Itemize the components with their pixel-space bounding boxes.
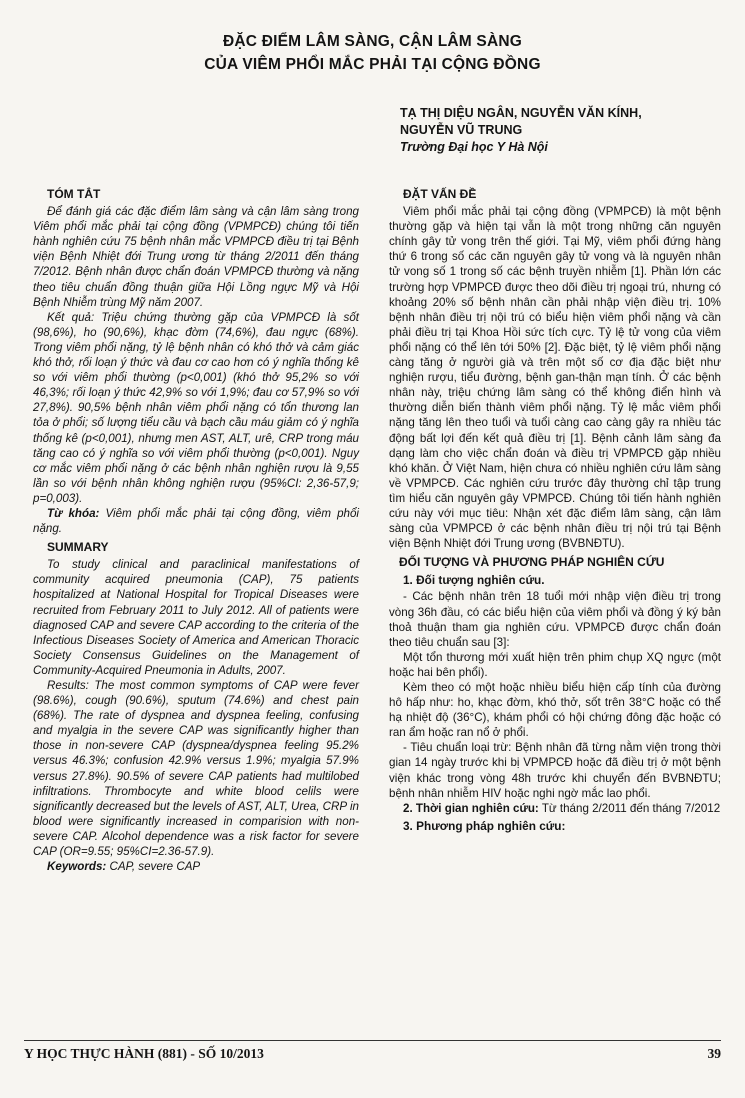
abstract-heading: TÓM TẮT <box>47 187 101 201</box>
authors-line-2: NGUYỄN VŨ TRUNG <box>400 123 523 137</box>
methods-subheading-2 <box>389 801 721 816</box>
page-footer <box>24 1040 721 1062</box>
methods-heading: ĐỐI TƯỢNG VÀ PHƯƠNG PHÁP NGHIÊN CỨU <box>399 555 665 570</box>
methods-paragraph-3: Kèm theo có một hoặc nhiều biểu hiện cấp tính của đường hô hấp như: ho, khạc đờm, khó thở, sốt trên 38°C hoặc có thể hạ nhiệt độ (36°C), khám phổi có hội chứng đông đặc hoặc có ran ẩm hoặc ran nổ ở phổi. <box>389 681 721 740</box>
page-number: 39 <box>707 1046 721 1061</box>
summary-paragraph-1: To study clinical and paraclinical manifestations of community acquired pneumonia (CAP), 75 patients hospitalized at National Hospital for Tropical Diseases were recruited from February 2011 to July 2012. All of patients were diagnosed CAP and severe CAP according to the criteria of the Infectious Diseases Society of America and American Thoracic Society Consensus Guidelines on the Management of Community-Acquired Pneumonia in Adults, 2007. <box>33 558 359 677</box>
abstract-paragraph-2: Kết quả: Triệu chứng thường gặp của VPMPCĐ là sốt (98,6%), ho (90,6%), khạc đờm (74,6%), đau ngực (68%). Trong viêm phổi nặng, tỷ lệ bệnh nhân có khó thở và cảm giác khó thở, rối loạn ý thức và đau cơ cao hơn có ý nghĩa thống kê so với viêm phổi thường (p<0,001) (khó thở 95,2% so với 46,3%; rối loạn ý thức 42,9% so với 1,9%; đau cơ 57,9% so với 27,8%). 90,5% bệnh nhân viêm phổi nặng có tổn thương lan tỏa ở phổi; số lượng tiểu cầu và bạch cầu máu giảm có ý nghĩa thống kê (p<0,001), nhưng men AST, ALT, urê, CRP trong máu tăng cao có ý nghĩa so với viêm phổi thường (p<0,001). Nguy cơ mắc viêm phổi nặng ở các bệnh nhân nghiện rượu là 9,55 lần so với bệnh nhân không nghiện rượu (95%CI: 2,36-57,9; p=0,003). <box>33 310 359 505</box>
methods-subheading-2-text: Từ tháng 2/2011 đến tháng 7/2012 <box>541 801 721 815</box>
author-block <box>400 105 720 156</box>
paper-title <box>0 30 745 76</box>
keywords-en-text: CAP, severe CAP <box>109 860 201 874</box>
summary-paragraph-2: Results: The most common symptoms of CAP were fever (98.6%), cough (90.6%), sputum (74.6%) and chest pain (68%). The rate of dyspnea and dyspnea feeling, confusing and myalgia in the severe CAP was significantly higher than those in non-severe CAP (dyspnea/dyspnea feeling 95.2% versus 46.3%; confusion 42.9% versus 1.9%; myalgia 57.9% versus 27.8%). 90.5% of severe CAP patients had multilobed infiltrations. Thrombocyte and white blood celils were significantly decreased but the levels of AST, ALT, Urea, CRP in blood were significantly increased in comparision with non-severe CAP. Alcohol dependence was a risk factor for severe CAP (OR=9.55; 95%CI=2.36-57.9). <box>33 679 359 859</box>
summary-heading: SUMMARY <box>47 540 109 555</box>
title-line-2: CỦA VIÊM PHỔI MẮC PHẢI TẠI CỘNG ĐỒNG <box>204 56 541 73</box>
right-column <box>389 183 721 835</box>
keywords-vi-text: Viêm phổi mắc phải tại cộng đồng, viêm phổi nặng. <box>33 506 359 536</box>
abstract-paragraph-1: Để đánh giá các đặc điểm lâm sàng và cận lâm sàng trong Viêm phổi mắc phải tại cộng đồng (VPMPCĐ) chúng tôi tiến hành nghiên cứu 75 bệnh nhân mắc VPMPCĐ điều trị tại Bệnh viện Bệnh Nhiệt đới Trung ương từ tháng 2/2011 đến tháng 7/2012. Bệnh nhân được chẩn đoán VPMPCĐ thường và nặng theo tiêu chuẩn đồng thuận giữa Hội Lồng ngực Mỹ và Hội Bệnh Nhiễm trùng Mỹ năm 2007. <box>33 205 359 309</box>
keywords-en <box>33 859 359 874</box>
methods-paragraph-1: - Các bệnh nhân trên 18 tuổi mới nhập viện điều trị trong vòng 36h đầu, có các biểu hiện của viêm phổi và đồng ý ký bản thoả thuận tham gia nghiên cứu. VPMPCĐ được chẩn đoán theo tiêu chuẩn sau [3]: <box>389 590 721 649</box>
methods-paragraph-4: - Tiêu chuẩn loại trừ: Bệnh nhân đã từng nằm viện trong thời gian 14 ngày trước khi bị VPMPCĐ hoặc đã điều trị ở một bệnh viện khác trong vòng 48h trước khi chuyển đến BVBNĐTU; bệnh nhân nhiễm HIV hoặc nghi ngờ mắc lao phổi. <box>389 741 721 800</box>
methods-subheading-1: 1. Đối tượng nghiên cứu. <box>403 573 545 588</box>
keywords-vi <box>33 506 359 536</box>
title-line-1: ĐẶC ĐIỂM LÂM SÀNG, CẬN LÂM SÀNG <box>223 33 522 50</box>
journal-name: Y HỌC THỰC HÀNH (881) - SỐ 10/2013 <box>24 1046 264 1061</box>
keywords-en-label: Keywords: <box>47 860 107 874</box>
authors-line-1: TẠ THỊ DIỆU NGÂN, NGUYỄN VĂN KÍNH, <box>400 106 642 120</box>
keywords-vi-label: Từ khóa: <box>47 506 100 520</box>
institution: Trường Đại học Y Hà Nội <box>400 140 548 154</box>
intro-heading: ĐẶT VẤN ĐỀ <box>403 187 477 201</box>
methods-paragraph-2: Một tổn thương mới xuất hiện trên phim chụp XQ ngực (một hoặc hai bên phổi). <box>389 650 721 679</box>
left-column <box>33 183 359 874</box>
intro-paragraph: Viêm phổi mắc phải tại cộng đồng (VPMPCĐ) là một bệnh thường gặp và hiện tại vẫn là một trong những căn nguyên chính gây tử vong trên thế giới. Tại Mỹ, viêm phổi đứng hàng thứ 6 trong số các căn nguyên gây tử vong và là nguyên nhân tử vong số 1 trong số các bệnh truyền nhiễm [1]. Phần lớn các trường hợp VPMPCĐ được theo dõi điều trị ngoại trú, nhưng có khoảng 20% số bệnh nhân cần phải nhập viện điều trị. 10% bệnh nhân điều trị nội trú có biểu hiện viêm phổi nặng và cần phải điều trị tại Khoa Hồi sức tích cực. Tỷ lệ tử vong của viêm phổi nặng có thể lên tới 50% [2]. Đặc biệt, tỷ lệ viêm phổi nặng càng tăng ở người già và trên một số cơ địa đặc biệt như nghiện rượu, tiểu đường, bệnh gan-thận mạn tính. Ở các bệnh nhân này, triệu chứng lâm sàng có thể không điển hình và thường diễn biến thành viêm phổi nặng. Tỷ lệ mắc viêm phổi nặng tăng lên theo tuổi và tuổi càng cao càng gây ra nhiều tác động bất lợi đến kết quả điều trị [1]. Bệnh cảnh lâm sàng đa dạng làm cho việc chẩn đoán và điều trị VPMPCĐ gặp nhiều khó khăn. Ở Việt Nam, hiện chưa có nhiều nghiên cứu lâm sàng về VPMPCĐ. Các nghiên cứu trước đây thường chỉ tập trung tìm hiểu căn nguyên gây VPMPCĐ. Chúng tôi tiến hành nghiên cứu này với mục tiêu: Nhận xét đặc điểm lâm sàng, cận lâm sàng của VPMPCĐ ở các bệnh nhân điều trị nội trú tại Bệnh viện Bệnh Nhiệt đới Trung ương (BVBNĐTU). <box>389 205 721 551</box>
methods-subheading-2-label: 2. Thời gian nghiên cứu: <box>403 801 539 815</box>
methods-subheading-3: 3. Phương pháp nghiên cứu: <box>403 818 566 833</box>
